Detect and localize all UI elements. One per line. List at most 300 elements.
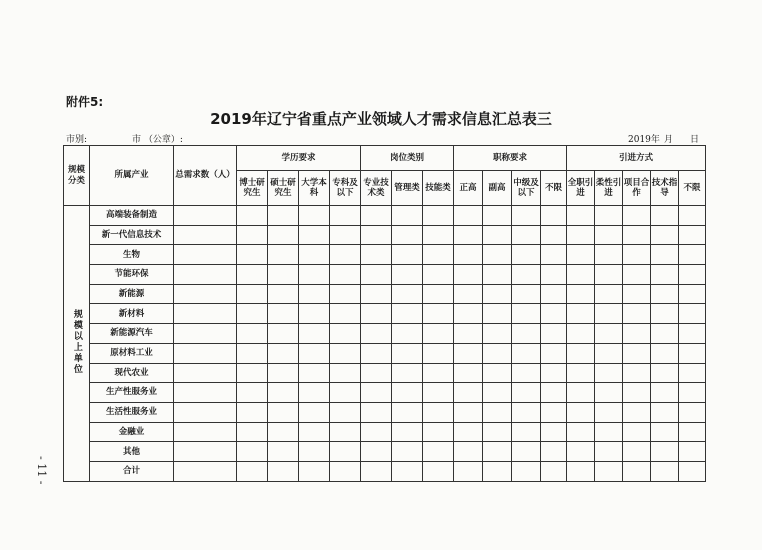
data-entry-cell[interactable] — [423, 265, 454, 285]
data-entry-cell[interactable] — [423, 225, 454, 245]
data-entry-cell[interactable] — [392, 402, 423, 422]
edu-phd-header: 博士研究生 — [237, 171, 268, 206]
data-entry-cell[interactable] — [299, 442, 330, 462]
data-entry-cell[interactable] — [567, 422, 595, 442]
data-entry-cell[interactable] — [651, 461, 679, 481]
data-entry-cell[interactable] — [567, 304, 595, 324]
scale-group-cell — [64, 206, 90, 482]
data-entry-cell[interactable] — [679, 461, 706, 481]
data-entry-cell[interactable] — [512, 265, 541, 285]
data-entry-cell[interactable] — [541, 343, 567, 363]
data-entry-cell[interactable] — [268, 461, 299, 481]
data-entry-cell[interactable] — [623, 304, 651, 324]
data-entry-cell[interactable] — [330, 343, 361, 363]
edu-master-header: 硕士研究生 — [268, 171, 299, 206]
table-row — [64, 383, 706, 403]
data-entry-cell[interactable] — [541, 383, 567, 403]
data-entry-cell[interactable] — [268, 422, 299, 442]
data-entry-cell[interactable] — [174, 461, 237, 481]
data-entry-cell[interactable] — [268, 284, 299, 304]
data-entry-cell[interactable] — [174, 245, 237, 265]
title-requirement-header: 职称要求 — [454, 146, 567, 171]
industry-name-cell: 原材料工业 — [90, 343, 174, 363]
data-entry-cell[interactable] — [483, 442, 512, 462]
data-entry-cell[interactable] — [595, 245, 623, 265]
data-entry-cell[interactable] — [330, 324, 361, 344]
table-row — [64, 402, 706, 422]
data-entry-cell[interactable] — [237, 245, 268, 265]
data-entry-cell[interactable] — [174, 284, 237, 304]
data-entry-cell[interactable] — [679, 284, 706, 304]
industry-header: 所属产业 — [90, 146, 174, 206]
data-entry-cell[interactable] — [512, 343, 541, 363]
data-entry-cell[interactable] — [454, 304, 483, 324]
data-entry-cell[interactable] — [268, 225, 299, 245]
industry-name-cell: 新一代信息技术 — [90, 225, 174, 245]
data-entry-cell[interactable] — [299, 324, 330, 344]
data-entry-cell[interactable] — [567, 265, 595, 285]
data-entry-cell[interactable] — [483, 206, 512, 226]
table-row — [64, 245, 706, 265]
data-entry-cell[interactable] — [423, 324, 454, 344]
data-entry-cell[interactable] — [483, 304, 512, 324]
data-entry-cell[interactable] — [299, 383, 330, 403]
data-entry-cell[interactable] — [268, 383, 299, 403]
data-entry-cell[interactable] — [268, 343, 299, 363]
page-number: - 11 - — [35, 455, 48, 485]
data-entry-cell[interactable] — [174, 206, 237, 226]
industry-name-cell: 其他 — [90, 442, 174, 462]
data-entry-cell[interactable] — [651, 206, 679, 226]
data-entry-cell[interactable] — [512, 324, 541, 344]
data-entry-cell[interactable] — [392, 422, 423, 442]
data-entry-cell[interactable] — [483, 225, 512, 245]
data-entry-cell[interactable] — [483, 265, 512, 285]
data-entry-cell[interactable] — [483, 284, 512, 304]
data-entry-cell[interactable] — [512, 442, 541, 462]
scale-header: 规模分类 — [64, 146, 90, 206]
data-entry-cell[interactable] — [679, 206, 706, 226]
data-entry-cell[interactable] — [174, 324, 237, 344]
data-entry-cell[interactable] — [237, 206, 268, 226]
data-entry-cell[interactable] — [567, 284, 595, 304]
data-entry-cell[interactable] — [392, 265, 423, 285]
data-entry-cell[interactable] — [595, 442, 623, 462]
data-entry-cell[interactable] — [679, 383, 706, 403]
data-entry-cell[interactable] — [623, 461, 651, 481]
data-entry-cell[interactable] — [237, 442, 268, 462]
data-entry-cell[interactable] — [268, 206, 299, 226]
data-entry-cell[interactable] — [679, 324, 706, 344]
data-entry-cell[interactable] — [361, 304, 392, 324]
title-associate-header: 副高 — [483, 171, 512, 206]
data-entry-cell[interactable] — [651, 422, 679, 442]
data-entry-cell[interactable] — [651, 245, 679, 265]
data-entry-cell[interactable] — [595, 284, 623, 304]
attachment-label: 附件5: — [66, 95, 104, 109]
table-row — [64, 461, 706, 481]
data-entry-cell[interactable] — [512, 383, 541, 403]
data-entry-cell[interactable] — [623, 225, 651, 245]
data-entry-cell[interactable] — [361, 245, 392, 265]
data-entry-cell[interactable] — [541, 304, 567, 324]
data-entry-cell[interactable] — [651, 225, 679, 245]
data-entry-cell[interactable] — [651, 324, 679, 344]
industry-name-cell: 现代农业 — [90, 363, 174, 383]
data-entry-cell[interactable] — [512, 225, 541, 245]
intro-unlimited-header: 不限 — [679, 171, 706, 206]
industry-name-cell: 生物 — [90, 245, 174, 265]
post-management-header: 管理类 — [392, 171, 423, 206]
data-entry-cell[interactable] — [679, 442, 706, 462]
data-entry-cell[interactable] — [361, 265, 392, 285]
data-entry-cell[interactable] — [454, 383, 483, 403]
data-entry-cell[interactable] — [483, 343, 512, 363]
intro-fulltime-header: 全职引进 — [567, 171, 595, 206]
data-entry-cell[interactable] — [454, 402, 483, 422]
data-entry-cell[interactable] — [423, 383, 454, 403]
data-entry-cell[interactable] — [237, 324, 268, 344]
data-entry-cell[interactable] — [423, 461, 454, 481]
data-entry-cell[interactable] — [237, 343, 268, 363]
intro-flexible-header: 柔性引进 — [595, 171, 623, 206]
data-entry-cell[interactable] — [330, 206, 361, 226]
data-entry-cell[interactable] — [512, 422, 541, 442]
data-entry-cell[interactable] — [541, 225, 567, 245]
data-entry-cell[interactable] — [595, 304, 623, 324]
industry-name-cell: 新能源汽车 — [90, 324, 174, 344]
data-entry-cell[interactable] — [623, 442, 651, 462]
data-entry-cell[interactable] — [567, 343, 595, 363]
data-entry-cell[interactable] — [268, 402, 299, 422]
data-entry-cell[interactable] — [423, 245, 454, 265]
table-row — [64, 442, 706, 462]
data-entry-cell[interactable] — [299, 245, 330, 265]
data-entry-cell[interactable] — [330, 363, 361, 383]
data-entry-cell[interactable] — [237, 284, 268, 304]
data-entry-cell[interactable] — [483, 402, 512, 422]
data-entry-cell[interactable] — [237, 225, 268, 245]
data-entry-cell[interactable] — [174, 304, 237, 324]
data-entry-cell[interactable] — [423, 363, 454, 383]
data-entry-cell[interactable] — [361, 461, 392, 481]
date-day: 日 — [690, 135, 700, 145]
industry-name-cell: 生活性服务业 — [90, 402, 174, 422]
data-entry-cell[interactable] — [174, 363, 237, 383]
data-entry-cell[interactable] — [330, 225, 361, 245]
data-entry-cell[interactable] — [361, 324, 392, 344]
data-entry-cell[interactable] — [174, 383, 237, 403]
data-entry-cell[interactable] — [330, 442, 361, 462]
total-demand-header: 总需求数（人） — [174, 146, 237, 206]
data-entry-cell[interactable] — [623, 265, 651, 285]
data-entry-cell[interactable] — [595, 383, 623, 403]
title-intermediate-header: 中级及以下 — [512, 171, 541, 206]
data-entry-cell[interactable] — [623, 363, 651, 383]
data-entry-cell[interactable] — [512, 461, 541, 481]
data-entry-cell[interactable] — [541, 461, 567, 481]
data-entry-cell[interactable] — [541, 284, 567, 304]
edu-bachelor-header: 大学本科 — [299, 171, 330, 206]
page-title: 2019年辽宁省重点产业领域人才需求信息汇总表三 — [210, 110, 552, 128]
data-entry-cell[interactable] — [174, 265, 237, 285]
data-entry-cell[interactable] — [299, 363, 330, 383]
data-entry-cell[interactable] — [361, 422, 392, 442]
data-entry-cell[interactable] — [299, 225, 330, 245]
data-entry-cell[interactable] — [392, 206, 423, 226]
table-row — [64, 343, 706, 363]
data-entry-cell[interactable] — [392, 363, 423, 383]
data-entry-cell[interactable] — [392, 304, 423, 324]
data-entry-cell[interactable] — [392, 383, 423, 403]
data-entry-cell[interactable] — [423, 206, 454, 226]
data-entry-cell[interactable] — [541, 363, 567, 383]
data-entry-cell[interactable] — [299, 265, 330, 285]
data-entry-cell[interactable] — [392, 461, 423, 481]
data-entry-cell[interactable] — [330, 265, 361, 285]
date-month: 月 — [664, 135, 674, 145]
data-entry-cell[interactable] — [361, 206, 392, 226]
data-entry-cell[interactable] — [651, 265, 679, 285]
data-entry-cell[interactable] — [454, 265, 483, 285]
data-entry-cell[interactable] — [423, 442, 454, 462]
data-entry-cell[interactable] — [541, 422, 567, 442]
data-entry-cell[interactable] — [483, 363, 512, 383]
data-entry-cell[interactable] — [512, 206, 541, 226]
table-row — [64, 422, 706, 442]
introduction-method-header: 引进方式 — [567, 146, 706, 171]
data-entry-cell[interactable] — [651, 304, 679, 324]
data-entry-cell[interactable] — [595, 225, 623, 245]
industry-name-cell: 金融业 — [90, 422, 174, 442]
data-entry-cell[interactable] — [623, 402, 651, 422]
data-entry-cell[interactable] — [237, 383, 268, 403]
data-entry-cell[interactable] — [392, 442, 423, 462]
data-entry-cell[interactable] — [330, 383, 361, 403]
data-entry-cell[interactable] — [174, 442, 237, 462]
data-entry-cell[interactable] — [651, 383, 679, 403]
data-entry-cell[interactable] — [174, 343, 237, 363]
data-entry-cell[interactable] — [679, 343, 706, 363]
data-entry-cell[interactable] — [330, 304, 361, 324]
table-row — [64, 265, 706, 285]
data-entry-cell[interactable] — [237, 304, 268, 324]
data-entry-cell[interactable] — [679, 245, 706, 265]
data-entry-cell[interactable] — [541, 324, 567, 344]
data-entry-cell[interactable] — [651, 284, 679, 304]
city-label: 市别: — [66, 135, 88, 145]
data-entry-cell[interactable] — [454, 225, 483, 245]
industry-name-cell: 高端装备制造 — [90, 206, 174, 226]
data-entry-cell[interactable] — [483, 383, 512, 403]
data-entry-cell[interactable] — [392, 245, 423, 265]
data-entry-cell[interactable] — [268, 304, 299, 324]
table-body — [64, 206, 706, 482]
data-entry-cell[interactable] — [595, 422, 623, 442]
data-entry-cell[interactable] — [423, 343, 454, 363]
data-entry-cell[interactable] — [174, 225, 237, 245]
data-entry-cell[interactable] — [567, 402, 595, 422]
data-entry-cell[interactable] — [361, 225, 392, 245]
data-entry-cell[interactable] — [651, 363, 679, 383]
table-row — [64, 304, 706, 324]
data-entry-cell[interactable] — [541, 206, 567, 226]
data-entry-cell[interactable] — [623, 422, 651, 442]
data-entry-cell[interactable] — [623, 343, 651, 363]
data-entry-cell[interactable] — [423, 304, 454, 324]
data-entry-cell[interactable] — [623, 284, 651, 304]
data-entry-cell[interactable] — [567, 461, 595, 481]
data-entry-cell[interactable] — [454, 422, 483, 442]
data-entry-cell[interactable] — [174, 422, 237, 442]
data-entry-cell[interactable] — [595, 461, 623, 481]
title-senior-header: 正高 — [454, 171, 483, 206]
data-entry-cell[interactable] — [268, 324, 299, 344]
data-entry-cell[interactable] — [330, 284, 361, 304]
date-year: 2019年 — [628, 135, 660, 145]
data-entry-cell[interactable] — [299, 461, 330, 481]
data-entry-cell[interactable] — [483, 245, 512, 265]
data-entry-cell[interactable] — [623, 245, 651, 265]
data-entry-cell[interactable] — [237, 265, 268, 285]
industry-name-cell: 生产性服务业 — [90, 383, 174, 403]
data-entry-cell[interactable] — [512, 245, 541, 265]
data-entry-cell[interactable] — [512, 363, 541, 383]
data-entry-cell[interactable] — [268, 265, 299, 285]
post-type-header: 岗位类别 — [361, 146, 454, 171]
data-entry-cell[interactable] — [392, 284, 423, 304]
data-entry-cell[interactable] — [595, 402, 623, 422]
data-entry-cell[interactable] — [392, 343, 423, 363]
data-entry-cell[interactable] — [651, 343, 679, 363]
industry-name-cell: 节能环保 — [90, 265, 174, 285]
industry-name-cell: 新能源 — [90, 284, 174, 304]
data-entry-cell[interactable] — [567, 442, 595, 462]
data-entry-cell[interactable] — [541, 442, 567, 462]
data-entry-cell[interactable] — [679, 304, 706, 324]
table-row — [64, 206, 706, 226]
title-unlimited-header: 不限 — [541, 171, 567, 206]
city-seal-label: 市 （公章）: — [132, 135, 183, 145]
data-entry-cell[interactable] — [361, 442, 392, 462]
data-entry-cell[interactable] — [330, 422, 361, 442]
data-entry-cell[interactable] — [268, 245, 299, 265]
data-entry-cell[interactable] — [330, 402, 361, 422]
data-entry-cell[interactable] — [679, 225, 706, 245]
data-entry-cell[interactable] — [454, 442, 483, 462]
data-entry-cell[interactable] — [299, 206, 330, 226]
data-entry-cell[interactable] — [567, 363, 595, 383]
data-entry-cell[interactable] — [237, 363, 268, 383]
data-entry-cell[interactable] — [454, 324, 483, 344]
industry-name-cell: 新材料 — [90, 304, 174, 324]
data-entry-cell[interactable] — [483, 324, 512, 344]
data-entry-cell[interactable] — [361, 363, 392, 383]
education-header: 学历要求 — [237, 146, 361, 171]
data-entry-cell[interactable] — [174, 402, 237, 422]
data-entry-cell[interactable] — [651, 442, 679, 462]
data-entry-cell[interactable] — [423, 284, 454, 304]
data-entry-cell[interactable] — [567, 383, 595, 403]
data-entry-cell[interactable] — [299, 402, 330, 422]
data-entry-cell[interactable] — [623, 206, 651, 226]
data-entry-cell[interactable] — [361, 284, 392, 304]
data-entry-cell[interactable] — [541, 265, 567, 285]
data-entry-cell[interactable] — [299, 284, 330, 304]
data-entry-cell[interactable] — [541, 402, 567, 422]
data-entry-cell[interactable] — [483, 422, 512, 442]
data-entry-cell[interactable] — [454, 343, 483, 363]
data-entry-cell[interactable] — [623, 324, 651, 344]
scale-group-label: 规模以上单位 — [71, 308, 82, 375]
data-entry-cell[interactable] — [567, 225, 595, 245]
data-entry-cell[interactable] — [483, 461, 512, 481]
data-entry-cell[interactable] — [595, 343, 623, 363]
data-entry-cell[interactable] — [595, 324, 623, 344]
table-row — [64, 324, 706, 344]
data-entry-cell[interactable] — [454, 206, 483, 226]
data-entry-cell[interactable] — [679, 265, 706, 285]
data-entry-cell[interactable] — [237, 422, 268, 442]
data-entry-cell[interactable] — [330, 461, 361, 481]
data-entry-cell[interactable] — [392, 324, 423, 344]
post-skill-header: 技能类 — [423, 171, 454, 206]
data-entry-cell[interactable] — [423, 422, 454, 442]
data-entry-cell[interactable] — [454, 284, 483, 304]
data-entry-cell[interactable] — [361, 402, 392, 422]
data-entry-cell[interactable] — [595, 363, 623, 383]
data-entry-cell[interactable] — [237, 402, 268, 422]
data-entry-cell[interactable] — [423, 402, 454, 422]
data-entry-cell[interactable] — [299, 343, 330, 363]
post-professional-header: 专业技术类 — [361, 171, 392, 206]
data-entry-cell[interactable] — [330, 245, 361, 265]
data-entry-cell[interactable] — [679, 422, 706, 442]
data-entry-cell[interactable] — [512, 304, 541, 324]
table-row — [64, 363, 706, 383]
intro-technical-header: 技术指导 — [651, 171, 679, 206]
data-entry-cell[interactable] — [299, 422, 330, 442]
data-entry-cell[interactable] — [567, 324, 595, 344]
data-entry-cell[interactable] — [454, 363, 483, 383]
data-entry-cell[interactable] — [541, 245, 567, 265]
data-entry-cell[interactable] — [454, 461, 483, 481]
data-entry-cell[interactable] — [679, 363, 706, 383]
data-entry-cell[interactable] — [361, 343, 392, 363]
data-entry-cell[interactable] — [512, 402, 541, 422]
data-entry-cell[interactable] — [623, 383, 651, 403]
data-entry-cell[interactable] — [361, 383, 392, 403]
table-row — [64, 284, 706, 304]
data-entry-cell[interactable] — [567, 206, 595, 226]
data-entry-cell[interactable] — [679, 402, 706, 422]
industry-name-cell: 合计 — [90, 461, 174, 481]
data-entry-cell[interactable] — [567, 245, 595, 265]
intro-project-header: 项目合作 — [623, 171, 651, 206]
data-entry-cell[interactable] — [392, 225, 423, 245]
data-entry-cell[interactable] — [268, 442, 299, 462]
data-entry-cell[interactable] — [595, 206, 623, 226]
talent-demand-table — [63, 145, 706, 482]
data-entry-cell[interactable] — [268, 363, 299, 383]
data-entry-cell[interactable] — [454, 245, 483, 265]
data-entry-cell[interactable] — [512, 284, 541, 304]
table-row — [64, 225, 706, 245]
data-entry-cell[interactable] — [651, 402, 679, 422]
data-entry-cell[interactable] — [237, 461, 268, 481]
data-entry-cell[interactable] — [299, 304, 330, 324]
data-entry-cell[interactable] — [595, 265, 623, 285]
